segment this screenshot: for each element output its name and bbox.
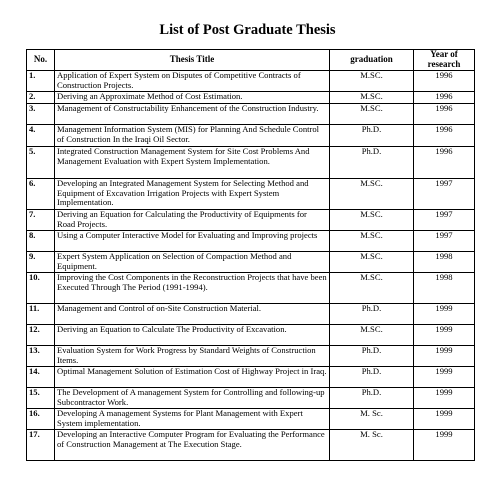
table-header-row — [27, 50, 475, 71]
graduation-level: Ph.D. — [330, 367, 414, 388]
table-row — [27, 125, 475, 147]
research-year: 1998 — [414, 252, 475, 273]
research-year: 1996 — [414, 147, 475, 179]
row-number: 6. — [27, 179, 55, 210]
row-number: 7. — [27, 210, 55, 231]
research-year: 1997 — [414, 210, 475, 231]
research-year: 1996 — [414, 71, 475, 92]
table-row — [27, 430, 475, 461]
row-number: 17. — [27, 430, 55, 461]
header-year: Year of research — [414, 50, 475, 71]
research-year: 1999 — [414, 304, 475, 325]
graduation-level: M.SC. — [330, 71, 414, 92]
row-number: 4. — [27, 125, 55, 147]
graduation-level: M. Sc. — [330, 409, 414, 430]
row-number: 16. — [27, 409, 55, 430]
thesis-title: Application of Expert System on Disputes of Competitive Contracts of Construction Projects. — [55, 71, 330, 92]
thesis-table — [26, 49, 475, 461]
table-row — [27, 273, 475, 304]
graduation-level: M. Sc. — [330, 430, 414, 461]
header-thesis-title: Thesis Title — [55, 50, 330, 71]
research-year: 1999 — [414, 325, 475, 346]
table-row — [27, 104, 475, 125]
table-row — [27, 409, 475, 430]
graduation-level: M.SC. — [330, 92, 414, 104]
research-year: 1999 — [414, 430, 475, 461]
table-row — [27, 71, 475, 92]
thesis-title: Improving the Cost Components in the Reconstruction Projects that have been Executed Through The Period (1991-1994). — [55, 273, 330, 304]
research-year: 1999 — [414, 367, 475, 388]
thesis-title: Deriving an Equation to Calculate The Productivity of Excavation. — [55, 325, 330, 346]
graduation-level: Ph.D. — [330, 346, 414, 367]
research-year: 1996 — [414, 125, 475, 147]
graduation-level: M.SC. — [330, 231, 414, 252]
research-year: 1997 — [414, 179, 475, 210]
research-year: 1997 — [414, 231, 475, 252]
thesis-table-body — [27, 71, 475, 461]
thesis-title: Developing an Integrated Management System for Selecting Method and Equipment of Excavation Irrigation Projects with Expert System Implementation. — [55, 179, 330, 210]
row-number: 3. — [27, 104, 55, 125]
thesis-title: Developing A management Systems for Plant Management with Expert System implementation. — [55, 409, 330, 430]
thesis-title: Management and Control of on-Site Construction Material. — [55, 304, 330, 325]
table-row — [27, 179, 475, 210]
table-row — [27, 388, 475, 409]
table-row — [27, 252, 475, 273]
row-number: 8. — [27, 231, 55, 252]
table-row — [27, 147, 475, 179]
thesis-title: Using a Computer Interactive Model for Evaluating and Improving projects — [55, 231, 330, 252]
thesis-title: Expert System Application on Selection of Compaction Method and Equipment. — [55, 252, 330, 273]
graduation-level: M.SC. — [330, 104, 414, 125]
table-row — [27, 210, 475, 231]
thesis-title: Evaluation System for Work Progress by Standard Weights of Construction Items. — [55, 346, 330, 367]
table-row — [27, 231, 475, 252]
graduation-level: Ph.D. — [330, 304, 414, 325]
research-year: 1996 — [414, 104, 475, 125]
table-row — [27, 325, 475, 346]
table-row — [27, 367, 475, 388]
row-number: 13. — [27, 346, 55, 367]
page-title: List of Post Graduate Thesis — [159, 22, 336, 38]
thesis-title: Integrated Construction Management System for Site Cost Problems And Management Evaluation with Expert System Implementation. — [55, 147, 330, 179]
graduation-level: Ph.D. — [330, 125, 414, 147]
table-row — [27, 346, 475, 367]
header-graduation: graduation — [330, 50, 414, 71]
research-year: 1998 — [414, 273, 475, 304]
graduation-level: M.SC. — [330, 325, 414, 346]
thesis-title: Management Information System (MIS) for Planning And Schedule Control of Construction In the Iraqi Oil Sector. — [55, 125, 330, 147]
research-year: 1999 — [414, 388, 475, 409]
research-year: 1999 — [414, 409, 475, 430]
row-number: 15. — [27, 388, 55, 409]
table-row — [27, 92, 475, 104]
row-number: 5. — [27, 147, 55, 179]
thesis-title: The Development of A management System for Controlling and following-up Subcontractor Work. — [55, 388, 330, 409]
graduation-level: M.SC. — [330, 179, 414, 210]
graduation-level: M.SC. — [330, 210, 414, 231]
header-no: No. — [27, 50, 55, 71]
thesis-title: Deriving an Equation for Calculating the Productivity of Equipments for Road Projects. — [55, 210, 330, 231]
graduation-level: M.SC. — [330, 273, 414, 304]
row-number: 2. — [27, 92, 55, 104]
row-number: 14. — [27, 367, 55, 388]
graduation-level: Ph.D. — [330, 388, 414, 409]
row-number: 1. — [27, 71, 55, 92]
thesis-title: Developing an Interactive Computer Program for Evaluating the Performance of Construction Management at The Execution Stage. — [55, 430, 330, 461]
graduation-level: Ph.D. — [330, 147, 414, 179]
thesis-title: Optimal Management Solution of Estimation Cost of Highway Project in Iraq. — [55, 367, 330, 388]
thesis-title: Management of Constructability Enhancement of the Construction Industry. — [55, 104, 330, 125]
row-number: 9. — [27, 252, 55, 273]
row-number: 10. — [27, 273, 55, 304]
research-year: 1996 — [414, 92, 475, 104]
row-number: 11. — [27, 304, 55, 325]
row-number: 12. — [27, 325, 55, 346]
thesis-title: Deriving an Approximate Method of Cost Estimation. — [55, 92, 330, 104]
research-year: 1999 — [414, 346, 475, 367]
table-row — [27, 304, 475, 325]
graduation-level: M.SC. — [330, 252, 414, 273]
